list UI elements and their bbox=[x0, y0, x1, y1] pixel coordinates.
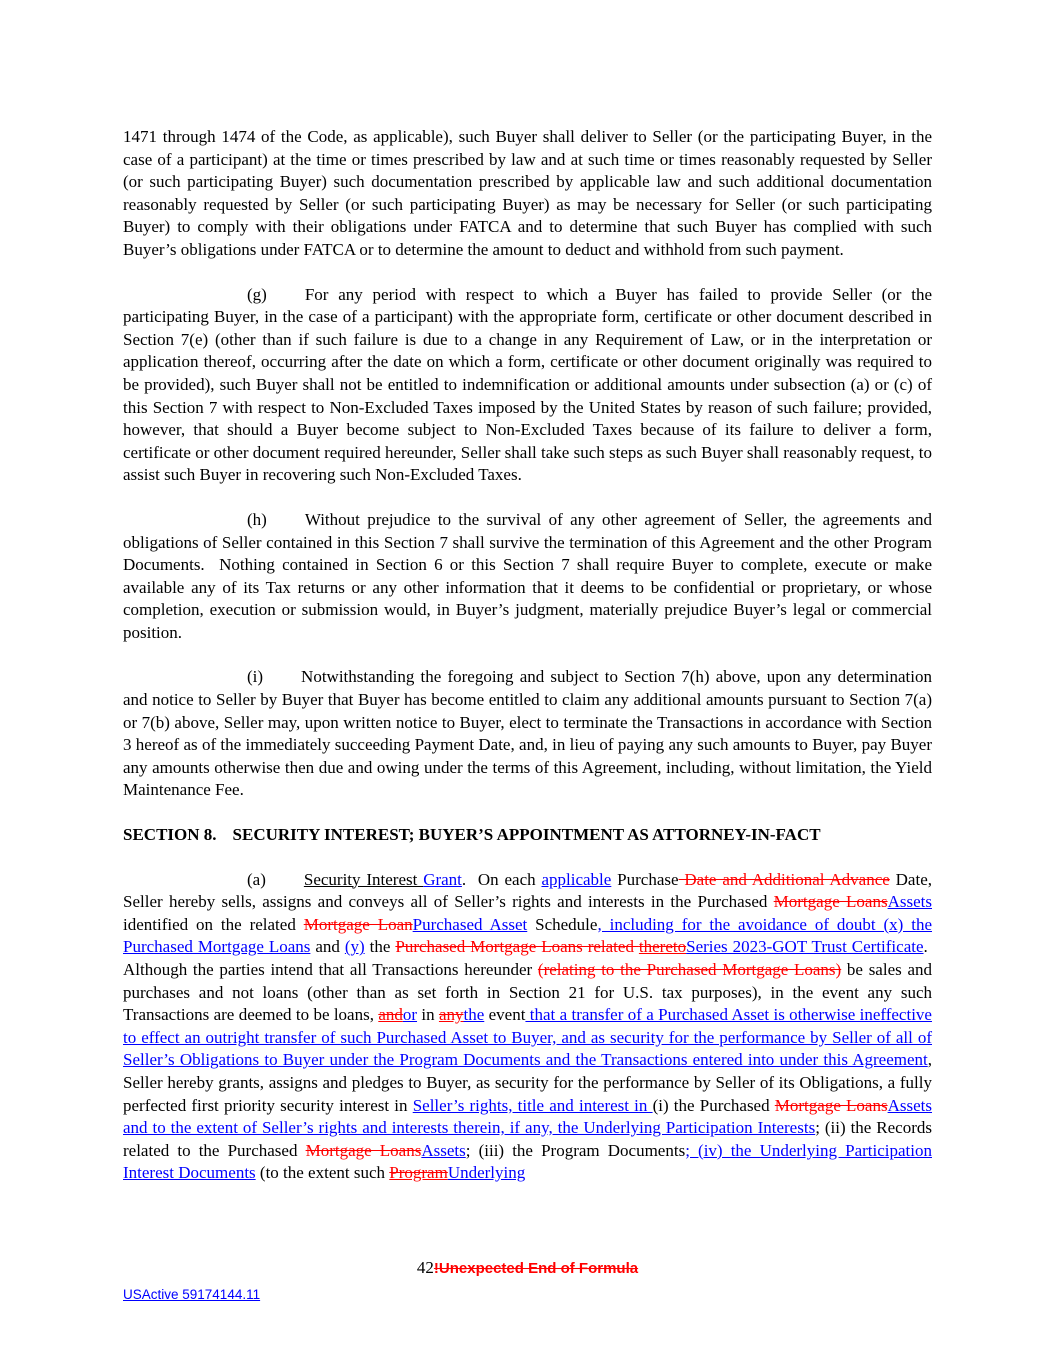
deleted-text: Purchased Mortgage Loans related bbox=[395, 937, 639, 957]
deleted-text: and bbox=[378, 1005, 403, 1025]
inserted-text: Assets bbox=[421, 1140, 466, 1160]
deleted-text: Mortgage Loans bbox=[305, 1140, 422, 1160]
page-footer bbox=[0, 1258, 1055, 1279]
text-run: ; (iii) the Program Documents bbox=[465, 1140, 686, 1160]
paragraph-a-security-interest-grant bbox=[123, 869, 932, 1185]
inserted-text: Series 2023-GOT Trust Certificate bbox=[686, 937, 924, 957]
text-run: Without prejudice to the survival of any other agreement of Seller, the agreements and obligations of Seller contained in this Section 7 shall survive the termination of this Agreement and the other Program Documents. Nothing contained in Section 6 or this Section 7 shall require Buyer to complete, execute or make available any of its Tax returns or any other information that it deems to be confidential or proprietary, or whose completion, execution or submission would, in Buyer’s judgment, materially prejudice Buyer’s legal or commercial position. bbox=[123, 509, 932, 642]
inserted-text: , including for the avoidance of doubt (x) the Purchased Mortgage Loans bbox=[123, 914, 932, 957]
deleted-text: thereto bbox=[638, 937, 687, 957]
inserted-text: Purchased Asset bbox=[412, 914, 528, 934]
text-run: (h) bbox=[247, 509, 267, 529]
text-run: and bbox=[310, 937, 345, 957]
text-run: Schedule bbox=[527, 914, 598, 934]
text-run: be sales and purchases and not loans (other than as set forth in Section 21 for U.S. tax purposes), in the event any such Transactions are deemed to be loans, bbox=[123, 960, 932, 1025]
heading-text: SECTION 8. bbox=[123, 825, 217, 845]
text-run: Date, Seller hereby sells, assigns and conveys all of Seller’s rights and interests in the Purchased bbox=[123, 869, 932, 912]
deleted-text: Program bbox=[389, 1163, 448, 1183]
document-id-stamp: USActive 59174144.11 bbox=[123, 1287, 261, 1302]
paragraph-h bbox=[123, 509, 932, 645]
inserted-text: Assets and to the extent of Seller’s rights and interests therein, if any, the Underlying Participation Interests bbox=[123, 1095, 932, 1138]
inserted-text: or bbox=[402, 1005, 418, 1025]
inserted-text: Assets bbox=[887, 892, 932, 912]
text-run: Notwithstanding the foregoing and subject to Section 7(h) above, upon any determination and notice to Seller by Buyer that Buyer has become entitled to claim any additional amounts pursuant to Section 7(a) or 7(b) above, Seller may, upon written notice to Buyer, elect to terminate the Transactions in accordance with Section 3 hereof as of the immediately succeeding Payment Date, and, in lieu of paying any such amounts to Buyer, pay Buyer any amounts otherwise then due and owing under the terms of this Agreement, including, without limitation, the Yield Maintenance Fee. bbox=[123, 667, 932, 800]
text-run: For any period with respect to which a Buyer has failed to provide Seller (or the participating Buyer, in the case of a participant) with the appropriate form, certificate or other document described in Section 7(e) (other than if such failure is due to a change in any Requirement of Law, or in the interpretation or application thereof, occurring after the date on which a form, certificate or other document originally was required to be provided), such Buyer shall not be entitled to indemnification or additional amounts under subsection (a) or (c) of this Section 7 with respect to Non-Excluded Taxes imposed by the United States by reason of such failure; provided, however, that should a Buyer become subject to Non-Excluded Taxes because of its failure to deliver a form, certificate or other document required hereunder, Seller shall take such steps as such Buyer shall reasonably request, to assist such Buyer in recovering such Non-Excluded Taxes. bbox=[123, 284, 932, 485]
deleted-text: Mortgage Loan bbox=[303, 914, 413, 934]
heading-text: SECURITY INTEREST; BUYER’S APPOINTMENT AS ATTORNEY-IN-FACT bbox=[232, 825, 821, 845]
text-run: ; (ii) the Records related to the Purchased bbox=[123, 1118, 932, 1160]
text-run: . On each bbox=[461, 869, 542, 889]
inserted-text: Grant bbox=[423, 869, 462, 889]
inserted-text: (y) bbox=[344, 937, 365, 957]
inserted-text: the bbox=[463, 1005, 485, 1025]
text-run: in bbox=[417, 1005, 439, 1025]
text-run: 1471 through 1474 of the Code, as applicable), such Buyer shall deliver to Seller (or the participating Buyer, in the case of a participant) at the time or times prescribed by law and at such time or times reasonably requested by Seller (or such participating Buyer) such documentation prescribed by applicable law and such additional documentation reasonably requested by Seller (or such participating Buyer) as may be necessary for Seller (or such participating Buyer) to comply with their obligations under FATCA and to determine that such Buyer has complied with such Buyer’s obligations under FATCA or to determine the amount to deduct and withhold from such payment. bbox=[123, 127, 932, 259]
inserted-text: applicable bbox=[541, 869, 612, 889]
text-run: identified on the related bbox=[123, 914, 304, 934]
text-run: (g) bbox=[247, 284, 267, 304]
text-run: , Seller hereby grants, assigns and pledges to Buyer, as security for the performance by Seller of its Obligations, a fully perfected first priority security interest in bbox=[123, 1050, 932, 1115]
text-run: (a) bbox=[247, 869, 266, 889]
paragraph-i bbox=[123, 666, 932, 802]
paragraph-continuation bbox=[123, 126, 932, 262]
deleted-text: Mortgage Loans bbox=[773, 892, 888, 912]
formula-error-text: !Unexpected End of Formula bbox=[433, 1260, 639, 1277]
deleted-text: (relating to the Purchased Mortgage Loans) bbox=[537, 960, 842, 979]
inserted-text: Seller’s rights, title and interest in bbox=[412, 1095, 653, 1115]
section-8-heading bbox=[123, 824, 932, 847]
text-run: (to the extent such bbox=[255, 1163, 390, 1183]
deleted-text: any bbox=[438, 1005, 464, 1025]
deleted-text: Date and Additional Advance bbox=[678, 869, 890, 889]
text-run: the bbox=[364, 937, 396, 957]
paragraph-g bbox=[123, 284, 932, 487]
inserted-text: Underlying bbox=[447, 1163, 526, 1183]
text-run: event bbox=[484, 1005, 526, 1025]
text-run: (i) the Purchased bbox=[652, 1095, 775, 1115]
underlined-text: Security Interest bbox=[303, 869, 424, 889]
inserted-text: ; (iv) the Underlying Participation Interest Documents bbox=[123, 1140, 932, 1183]
text-run: (i) bbox=[247, 667, 264, 687]
deleted-text: Mortgage Loans bbox=[774, 1095, 888, 1115]
text-run: . Although the parties intend that all Transactions hereunder bbox=[123, 937, 933, 979]
page-number: 42 bbox=[416, 1258, 434, 1277]
inserted-text: that a transfer of a Purchased Asset is otherwise ineffective to effect an outright transfer of such Purchased Asset to Buyer, and as security for the performance by Seller of all of Seller’s Obligations to Buyer under the Program Documents and the Transactions entered into under this Agreement bbox=[123, 1005, 932, 1070]
document-body bbox=[123, 126, 932, 1207]
text-run: Purchase bbox=[611, 869, 679, 889]
